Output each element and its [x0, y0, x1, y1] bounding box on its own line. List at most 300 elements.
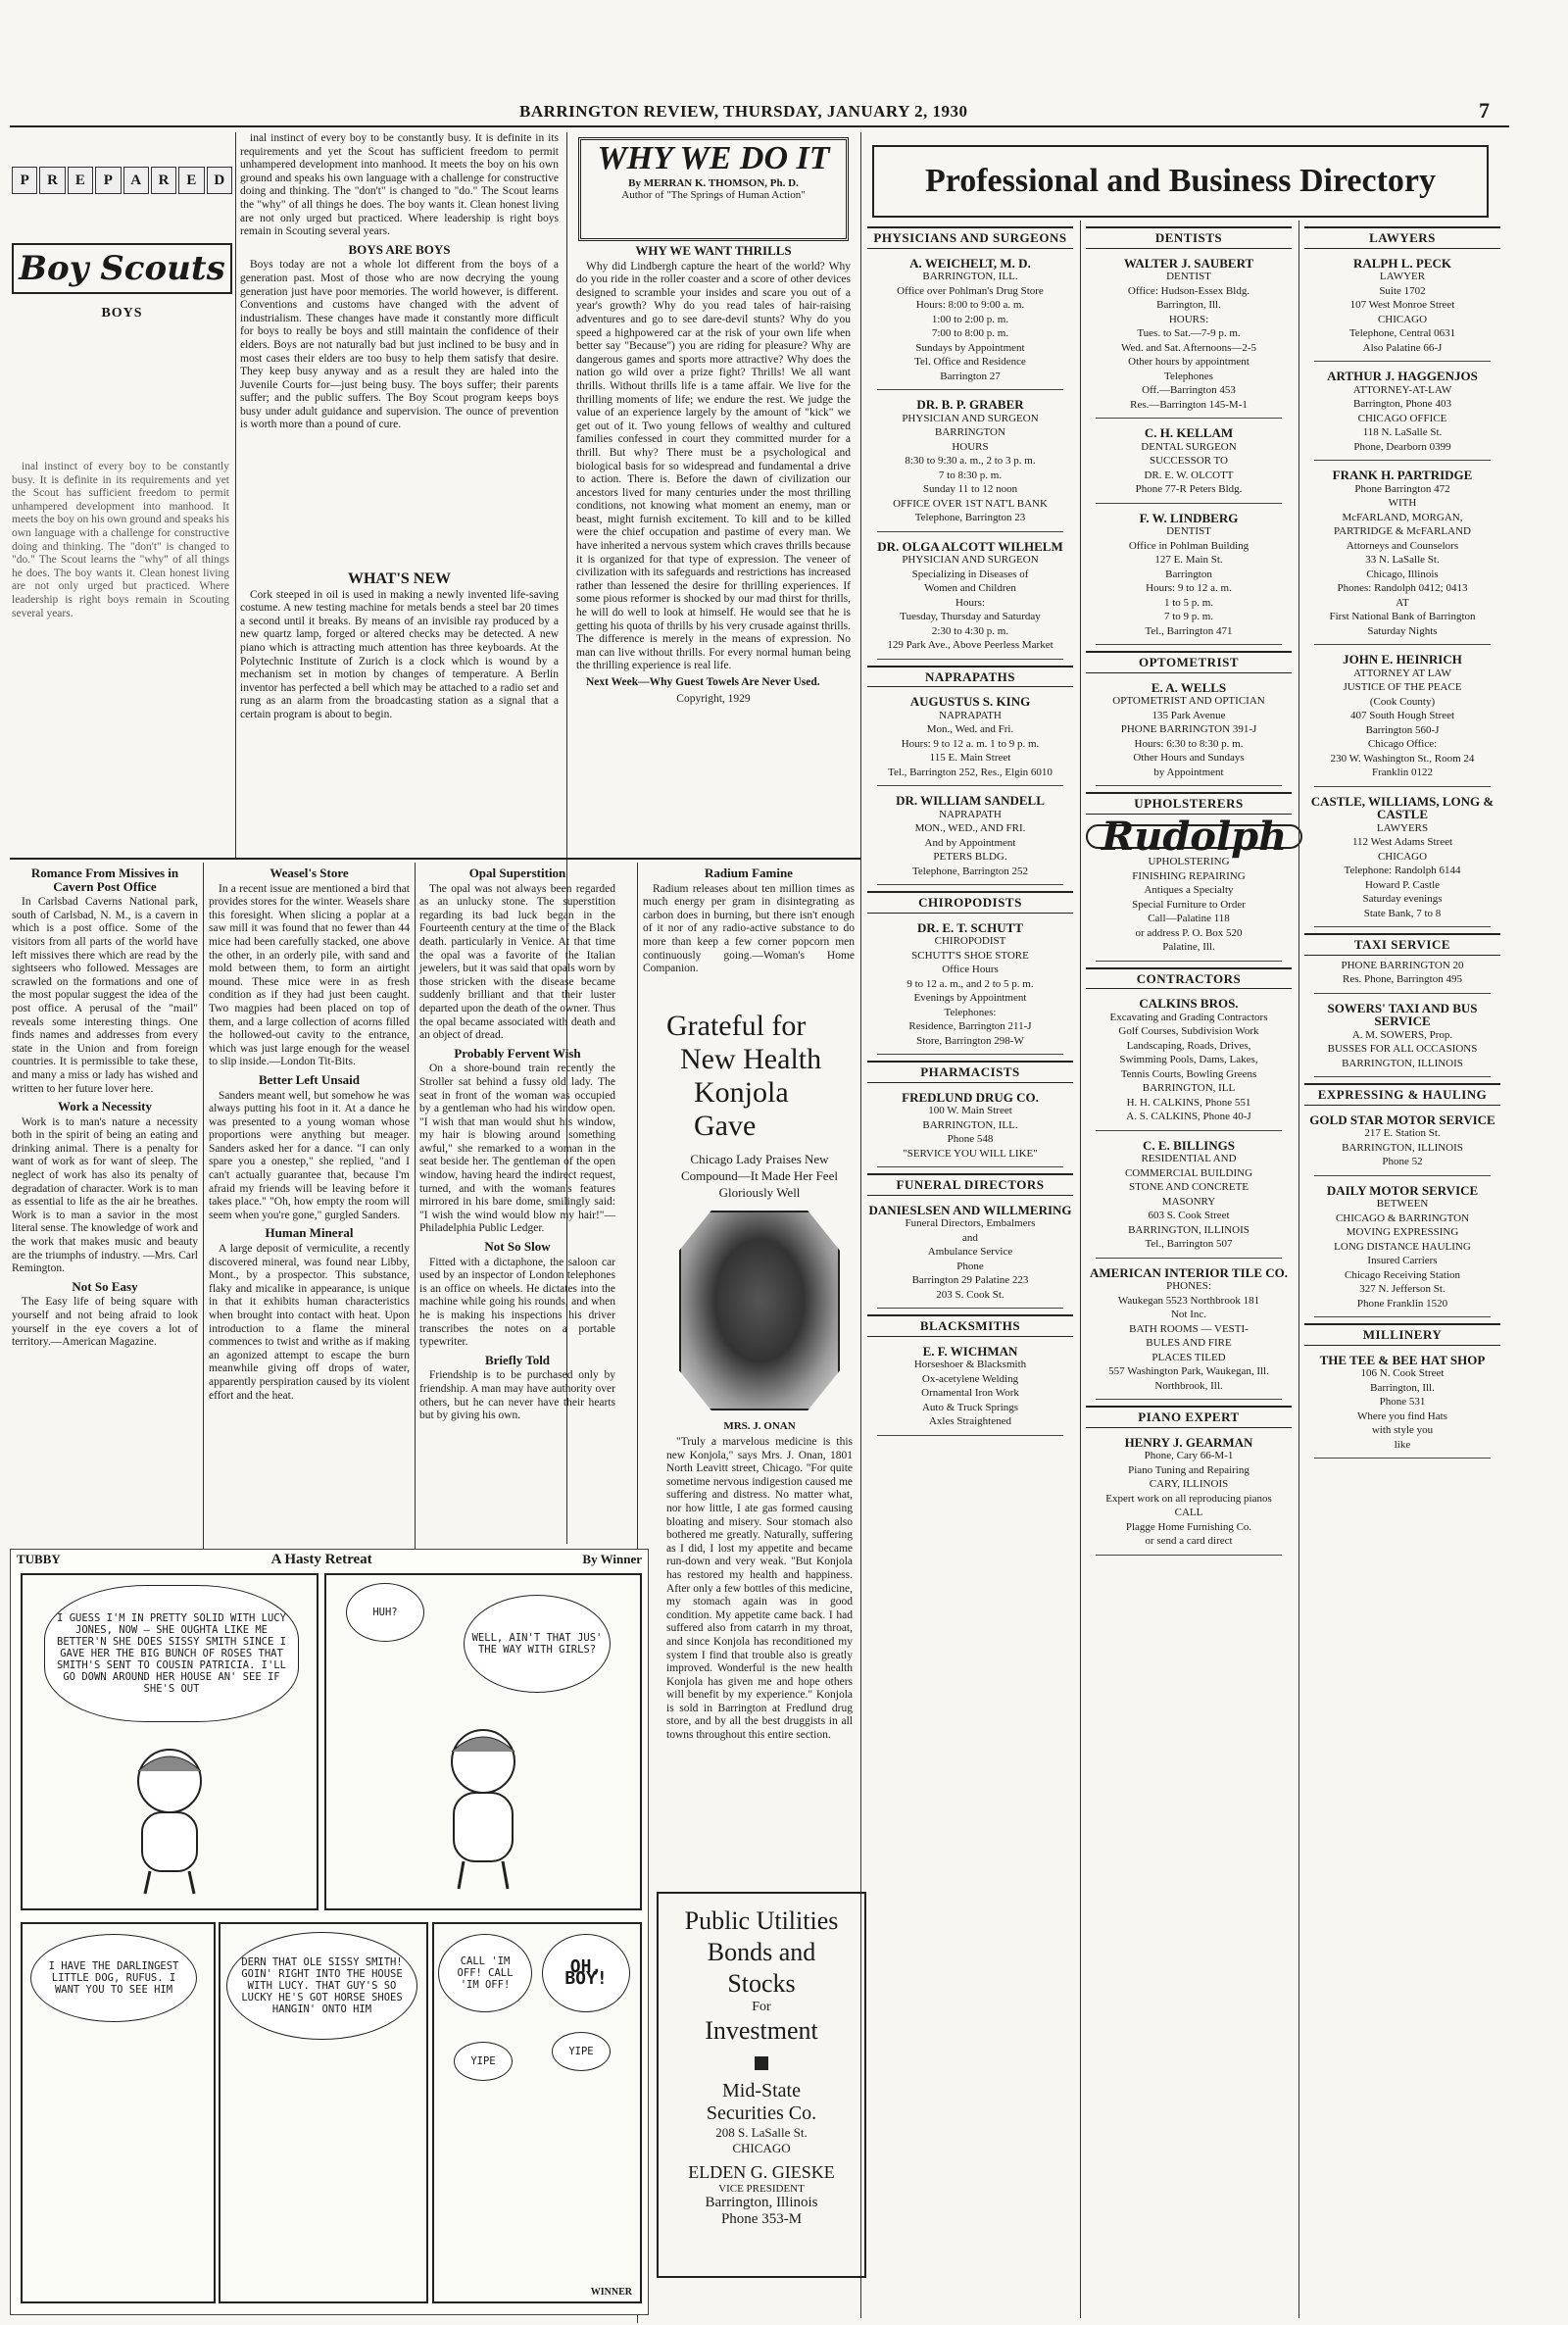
scout-column [240, 132, 559, 431]
listing-separator [877, 389, 1063, 390]
listing-line: LAWYER [1379, 271, 1426, 282]
radium-text: Radium releases about ten million times as much energy per gram in disintegrating as carbon does in burning, but there isn't enough of it nor of any radio-active substance to do more than keep a few corner popcorn men continuously going.—Woman's Home Companion. [643, 882, 855, 975]
util-l2: Bonds and [707, 1938, 816, 1966]
listing-line: COMMERCIAL BUILDING [1124, 1166, 1253, 1179]
listing-line: Call—Palatine 118 [1148, 913, 1230, 924]
directory-listing [1304, 257, 1500, 363]
listing-line: 1:00 to 2:00 p. m. [931, 313, 1009, 325]
directory-col-2 [1086, 221, 1292, 2318]
listing-line: Telephone, Barrington 252 [911, 865, 1029, 877]
whats-new-heading: WHAT'S NEW [347, 570, 452, 587]
why-text: Why did Lindbergh capture the heart of the world? Why do you ride in the roller coaster and a score of other devices designed to scramble your insides and scare you out of a year's growth? Why do you read tales of hair-raising adventures and go to see dare-devil stunts? Why do you speed a highpowered car at the risk of your own life when better say "Because") you are riding for pleasure? Why are dangerous games and sports more attractive? Why does the nation go wild over a prize fight? Thrills! We all want thrills. Without thrills life is a tame affair. We live for the thrilling moments of life; we endure the rest. We judge the value of an experience largely by the amount of "kick" we get out of it. Two young fellows of wealthy and cultured families confessed in court they committed murder for a thrill. But why? There must be a psychological and biological basis for so widespread and fundamental a drive to action. There is. Before the dawn of civilization our ancestors lived for many centuries under the most thrilling conditions, not knowing what moment an enemy, man or beast, might furnish excitement. To kill and to be killed were the chief occupation and pastime of every man. We have inherited a nervous system which craves thrills because it is organized for that type of expression. The veneer of civilization with its safeguards and restrictions has increased rather than lessened the desire for thrilling experiences. If some pious reformer is shocked by our mad thirst for thrills, he will do well to look at himself. He would see that he is getting his quota of thrills by his very crusade against thrills. The difference is merely in the means of expression. No man can live without thrills. For every normal human being the thrilling experience is real life. [576, 260, 851, 672]
listing-line: Evenings by Appointment [913, 992, 1027, 1004]
listing-line: Tuesday, Thursday and Saturday [900, 611, 1041, 622]
util-phone: Phone 353-M [720, 2211, 803, 2227]
listing-line: 1 to 5 p. m. [1163, 596, 1214, 609]
directory-listing [867, 921, 1073, 1056]
listing-line: Funeral Directors, Embalmers [905, 1217, 1036, 1229]
portrait-photo [679, 1211, 840, 1410]
listing-separator [1314, 1316, 1491, 1317]
rudolph-logo: Rudolph [1086, 824, 1302, 850]
not-so-easy-text: The Easy life of being square with yourself and not being afraid to look yourself in the eye covers a lot of territory.—American Magazine. [12, 1296, 198, 1349]
not-so-easy-heading: Not So Easy [72, 1278, 138, 1294]
whats-new-text: Cork steeped in oil is used in making a newly invented life-saving costume. A new testing machine for metals bends a steel bar 20 times a second until it breaks. By means of an invisible ray produced by a new quartz lamp, forged or altered checks may be detected. A new piano which is attracting much attention has three keyboards. At the Polytechnic Institute of Zurich is a clock which is wound by a mechanism set in motion by changes of temperature. A Berlin inventor has perfected a bell which may be attached to a radio set and rung as an alarm from the broadcasting station as a signal that a certain program is about to begin. [240, 588, 559, 720]
listing-line: Phone, Dearborn 0399 [1353, 440, 1451, 453]
listing-line: AT [1396, 596, 1409, 609]
listing-line: Phone [956, 1260, 984, 1272]
listing-line: 100 W. Main Street [928, 1105, 1012, 1116]
listing-line: Auto & Truck Springs [921, 1401, 1019, 1413]
listing-line: Tel., Barrington 507 [1145, 1238, 1233, 1250]
boys-heading: BOYS [101, 306, 143, 321]
listing-line: Mon., Wed. and Fri. [926, 723, 1014, 735]
prepared-letter: P [12, 167, 37, 194]
listing-line: Franklin 0122 [1371, 767, 1434, 778]
listing-line: PARTRIDGE & McFARLAND [1334, 525, 1471, 537]
why-subhead: WHY WE WANT THRILLS [635, 243, 792, 258]
listing-line: Tel. Office and Residence [914, 356, 1026, 368]
why-author-of: Author of "The Springs of Human Action" [621, 189, 806, 201]
listing-separator [1314, 993, 1491, 994]
listing-line: JUSTICE OF THE PEACE [1343, 681, 1462, 693]
why-next: Next Week—Why Guest Towels Are Never Used. [586, 676, 820, 688]
listing-line: Office in Pohlman Building [1128, 539, 1250, 552]
listing-line: 203 S. Cook St. [936, 1288, 1004, 1301]
comic-panel-3 [21, 1922, 216, 2303]
listing-line: Other hours by appointment [1128, 356, 1250, 368]
directory-listing [867, 794, 1073, 885]
listing-line: BARRINGTON, ILLINOIS [1342, 1141, 1463, 1154]
mid-rule [10, 858, 860, 860]
weasel-text: In a recent issue are mentioned a bird that provides stores for the winter. Weasels share this foresight. When slicing a poplar at a saw mill it was found that no fewer than 44 mice had been carefully stacked, one above the other, in an orderly pile, with sand and mold between them, to form an airtight mound. These mice were in as fresh condition as if they had just been caught. Two magpies had been placed on top of them, and a large collection of acorns filled the hollowed-out cavity to the entrance, which was just large enough for the weasel to slip inside.—London Tit-Bits. [209, 882, 410, 1068]
listing-name: FREDLUND DRUG CO. [902, 1089, 1039, 1105]
directory-listing [1304, 1184, 1500, 1318]
boy-scouts-header [12, 137, 232, 451]
directory-listing [1086, 681, 1292, 787]
listing-separator [877, 531, 1063, 532]
util-firm-1: Mid-State [722, 2080, 801, 2102]
masthead: BARRINGTON REVIEW, THURSDAY, JANUARY 2, 1930 [519, 102, 968, 121]
prepared-letter: E [68, 167, 93, 194]
listing-line: Expert work on all reproducing pianos [1105, 1492, 1272, 1505]
listing-line: 7:00 to 8:00 p. m. [931, 327, 1009, 339]
listing-line: Palatine, Ill. [1162, 941, 1215, 953]
boy-scouts-title: Boy Scouts [19, 249, 225, 288]
boys-are-boys-text: Boys today are not a whole lot different from the boys of a generation past. Most of those who are now decrying the young generation just have poor memories. The world however, is different. Conventions and customs have changed with the advent of industrialism. These changes have made it constantly more difficult for boys to really be boys and still maintain the confidence of their elders. Boys are not naturally bad but just inclined to be busy and in most cases their elders are too busy to help them satisfy that desire. They keep busy anyway and as a result they are haled into the Juvenile Courts for—just being busy. The boys suffer; their parents suffer; and the public suffers. The Boy Scout program keeps boys busy under adult guidance and supervision. The ounce of prevention is worth more than a pound of cure. [240, 259, 559, 431]
listing-name: AMERICAN INTERIOR TILE CO. [1089, 1264, 1288, 1280]
directory-category: MILLINERY [1304, 1323, 1500, 1346]
listing-name: WALTER J. SAUBERT [1123, 255, 1254, 271]
prepared-letter: A [123, 167, 149, 194]
listing-line: Where you find Hats [1357, 1410, 1447, 1422]
speech-bubble-1: I GUESS I'M IN PRETTY SOLID WITH LUCY JONES, NOW — SHE OUGHTA LIKE ME BETTER'N SHE DOES SISSY SMITH SINCE I GAVE HER THE BIG BUNCH OF ROSES THAT SMITH'S SENT TO COUSIN PATRICIA. I'LL GO DOWN AROUND HER HOUSE AN' SEE IF SHE'S OUT [44, 1585, 299, 1722]
directory-listing [867, 540, 1073, 660]
listing-line: Phone, Cary 66-M-1 [1144, 1450, 1234, 1461]
directory-listing [1086, 1436, 1292, 1556]
listing-line: Phone 531 [1379, 1396, 1426, 1408]
why-we-do-it-box [578, 137, 849, 241]
listing-name: DR. OLGA ALCOTT WILHELM [877, 538, 1063, 554]
listing-line: HOURS [952, 440, 989, 453]
listing-line: Golf Courses, Subdivision Work [1118, 1025, 1259, 1037]
prepared-letter: D [207, 167, 232, 194]
why-column [576, 240, 851, 853]
listing-line: Sundays by Appointment [915, 341, 1025, 354]
directory-listing [1086, 997, 1292, 1131]
listing-line: Telephone, Central 0631 [1348, 327, 1456, 339]
directory-listing [1304, 370, 1500, 461]
listing-line: H. H. CALKINS, Phone 551 [1126, 1096, 1251, 1109]
human-mineral-text: A large deposit of vermiculite, a recently discovered mineral, was found near Libby, Mont., by a prospector. This substance, flaky and micalike in appearance, is unique in that it exhibits human characteristics when brought into contact with heat. Upon introduction to a flame the mineral commences to twist and writhe as if making an agonized attempt to escape the burn meanwhile giving off drops of water, apparently perspiration caused by its violent effort and the heat. [209, 1243, 410, 1402]
directory-category: TAXI SERVICE [1304, 933, 1500, 956]
listing-line: Saturday Nights [1367, 624, 1438, 637]
listing-separator [1096, 1258, 1282, 1259]
listing-line: Barrington, Ill. [1370, 1381, 1435, 1394]
prepared-letter: E [178, 167, 204, 194]
listing-separator [1096, 1399, 1282, 1400]
listing-line: HOURS: [1168, 313, 1209, 325]
boy-scouts-title-box [12, 243, 232, 294]
col-rule-1 [235, 132, 236, 858]
speech-bubble-5c: YIPE [552, 2032, 611, 2071]
directory-listing [1304, 795, 1500, 928]
listing-name: GOLD STAR MOTOR SERVICE [1309, 1112, 1495, 1127]
directory-listing [867, 1204, 1073, 1310]
listing-line: Phone 548 [947, 1133, 994, 1145]
listing-line: Sunday 11 to 12 noon [922, 483, 1018, 495]
directory-category: EXPRESSING & HAULING [1304, 1083, 1500, 1106]
listing-line: 118 N. LaSalle St. [1362, 426, 1443, 438]
listing-line: PHYSICIAN AND SURGEON [902, 412, 1039, 424]
listing-line: Barrington [1165, 568, 1212, 580]
listing-line: CALL [1174, 1507, 1203, 1518]
speech-bubble-5a: CALL 'IM OFF! CALL 'IM OFF! [438, 1934, 532, 2012]
listing-name: C. H. KELLAM [1144, 425, 1234, 440]
listing-line: by Appointment [1153, 766, 1224, 778]
listing-name: DAILY MOTOR SERVICE [1326, 1182, 1479, 1198]
listing-line: (Cook County) [1369, 695, 1436, 708]
listing-line: BARRINGTON [935, 426, 1005, 438]
listing-line: Residence, Barrington 211-J [908, 1020, 1032, 1032]
listing-line: Tel., Barrington 252, Res., Elgin 6010 [888, 766, 1053, 778]
listing-line: BARRINGTON, ILL. [922, 271, 1018, 282]
listing-line: Chicago Office: [1367, 738, 1438, 750]
util-role: VICE PRESIDENT [718, 2183, 805, 2195]
listing-line: 557 Washington Park, Waukegan, Ill. [1108, 1365, 1269, 1377]
konjola-body [666, 1436, 853, 1742]
listing-line: PHONES: [1166, 1280, 1211, 1292]
listing-line: CHICAGO [1377, 850, 1428, 863]
listing-line: PHONE BARRINGTON 391-J [1120, 723, 1257, 735]
listing-line: SCHUTT'S SHOE STORE [911, 949, 1029, 962]
listing-line: Attorneys and Counselors [1346, 539, 1459, 552]
listing-line: Insured Carriers [1367, 1255, 1438, 1266]
comic-header [11, 1550, 648, 1570]
dir-rule-2 [1298, 221, 1299, 2318]
listing-line: Women and Children [924, 582, 1016, 594]
listing-line: UPHOLSTERING [1148, 856, 1230, 867]
comic-signature: WINNER [590, 2287, 632, 2298]
listing-separator [1096, 785, 1282, 786]
listing-line: Store, Barrington 298-W [916, 1034, 1024, 1047]
listing-line: 327 N. Jefferson St. [1359, 1283, 1446, 1295]
listing-line: DR. E. W. OLCOTT [1144, 469, 1234, 481]
util-l1: Public Utilities [684, 1906, 839, 1935]
comic-strip [10, 1549, 649, 2315]
speech-bubble-2b: WELL, AIN'T THAT JUS' THE WAY WITH GIRLS? [464, 1595, 611, 1693]
listing-line: Specializing in Diseases of [911, 568, 1029, 580]
listing-name: ARTHUR J. HAGGENJOS [1327, 369, 1478, 383]
konjola-ad [666, 1010, 853, 1742]
listing-line: Northbrook, Ill. [1154, 1379, 1223, 1392]
listing-line: Barrington, Phone 403 [1353, 398, 1451, 410]
listing-line: Saturday evenings [1362, 893, 1443, 905]
listing-separator [1096, 644, 1282, 645]
listing-line: Other Hours and Sundays [1133, 752, 1245, 764]
listing-line: Phone 77-R Peters Bldg. [1135, 483, 1243, 495]
listing-line: BULES AND FIRE [1146, 1337, 1232, 1349]
listing-line: 106 N. Cook Street [1360, 1367, 1445, 1379]
speech-bubble-6a: OH, BOY! [542, 1934, 630, 2012]
directory-category: DENTISTS [1086, 226, 1292, 249]
listing-line: "SERVICE YOU WILL LIKE" [903, 1147, 1038, 1160]
opal-column [419, 863, 615, 1549]
listing-line: Res.—Barrington 145-M-1 [1130, 398, 1248, 411]
listing-name: F. W. LINDBERG [1139, 510, 1239, 525]
listing-line: 603 S. Cook Street [1148, 1210, 1230, 1221]
boys-are-boys-heading: BOYS ARE BOYS [348, 241, 451, 257]
listing-line: State Bank, 7 to 8 [1363, 907, 1442, 919]
listing-line: 129 Park Ave., Above Peerless Market [887, 639, 1054, 651]
konjola-sub: Chicago Lady Praises New Compound—It Made Her Feel Gloriously Well [681, 1152, 838, 1200]
dir-rule-1 [1080, 221, 1081, 2318]
listing-line: Phones: Randolph 0412; 0413 [1337, 582, 1468, 594]
listing-line: Phone 52 [1382, 1156, 1423, 1167]
listing-line: 127 E. Main St. [1154, 554, 1223, 566]
listing-line: BARRINGTON, ILLINOIS [1342, 1057, 1463, 1069]
listing-line: Also Palatine 66-J [1362, 341, 1443, 354]
prepared-letter: R [39, 167, 65, 194]
listing-line: Hours: 9 to 12 a. m. 1 to 9 p. m. [901, 737, 1040, 750]
listing-name: SOWERS' TAXI AND BUS SERVICE [1327, 1000, 1478, 1028]
util-firm-2: Securities Co. [706, 2102, 817, 2124]
left-lower-column [12, 863, 198, 1549]
listing-line: 33 N. LaSalle St. [1365, 554, 1440, 566]
listing-line: or address P. O. Box 520 [1135, 926, 1243, 939]
listing-line: LAWYERS [1376, 821, 1429, 834]
better-left-heading: Better Left Unsaid [258, 1071, 361, 1087]
listing-separator [877, 1166, 1063, 1167]
listing-line: Suite 1702 [1379, 284, 1426, 297]
directory-category: UPHOLSTERERS [1086, 792, 1292, 815]
listing-line: like [1394, 1438, 1411, 1451]
listing-line: Telephone, Barrington 23 [914, 512, 1026, 523]
listing-line: Barrington, Ill. [1156, 299, 1221, 311]
weasel-heading: Weasel's Store [270, 866, 349, 880]
listing-line: BATH ROOMS — VESTI- [1129, 1322, 1249, 1335]
listing-line: DENTIST [1166, 271, 1211, 282]
listing-line: and [962, 1231, 978, 1244]
listing-line: DENTIST [1166, 525, 1211, 537]
util-town: Barrington, Illinois [705, 2195, 818, 2210]
why-title: WHY WE DO IT [597, 140, 830, 176]
directory-listing [1086, 257, 1292, 420]
util-square-ornament [755, 2056, 768, 2070]
listing-line: Tues. to Sat.—7-9 p. m. [1137, 327, 1241, 339]
directory-category: NAPRAPATHS [867, 666, 1073, 688]
konjola-head-2: New Health [680, 1043, 822, 1075]
directory-listing [867, 1345, 1073, 1436]
directory-listing [1304, 653, 1500, 787]
listing-line: Axles Straightened [928, 1415, 1011, 1427]
listing-line: Howard P. Castle [1364, 878, 1441, 891]
col-rule-4 [203, 863, 204, 1549]
listing-separator [1096, 1555, 1282, 1556]
listing-name: C. E. BILLINGS [1143, 1137, 1235, 1153]
why-copyright: Copyright, 1929 [676, 692, 751, 705]
why-byline: By MERRAN K. THOMSON, Ph. D. [628, 177, 799, 189]
listing-name: FRANK H. PARTRIDGE [1332, 468, 1473, 482]
listing-line: STONE AND CONCRETE [1128, 1181, 1250, 1193]
listing-line: BUSSES FOR ALL OCCASIONS [1327, 1043, 1478, 1055]
listing-line: 230 W. Washington St., Room 24 [1330, 752, 1475, 765]
listing-line: PETERS BLDG. [933, 851, 1007, 863]
listing-line: Wed. and Sat. Afternoons—2-5 [1120, 341, 1257, 354]
listing-line: Off.—Barrington 453 [1142, 384, 1236, 396]
listing-line: 407 South Hough Street [1349, 710, 1455, 721]
directory-listing [867, 1091, 1073, 1168]
listing-line: Phone Barrington 472 [1354, 482, 1450, 495]
listing-line: ATTORNEY-AT-LAW [1352, 383, 1452, 396]
human-mineral-heading: Human Mineral [265, 1225, 354, 1241]
listing-name: CASTLE, WILLIAMS, LONG & CASTLE [1310, 793, 1494, 821]
listing-line: Ambulance Service [927, 1246, 1013, 1258]
listing-line: BARRINGTON, ILLINOIS [1128, 1223, 1250, 1236]
listing-line: OFFICE OVER 1ST NAT'L BANK [893, 497, 1048, 510]
directory-listing [1086, 1266, 1292, 1401]
comic-byline: By Winner [582, 1552, 642, 1566]
romance-text: In Carlsbad Caverns National park, south of Carlsbad, N. M., is a cavern in which is a post office. Some of the visitors from all parts of the world have left missives there which are read by the sightseers who followed. Messages are scrawled on the formations and one of the most popular suggest the idea of the post office. A perusal of the "mail" reveals some interesting things. One finds names and addresses from every state in the Union and from foreign countries. It is permissible to take these, and many a miss or lady has wished and written to her future lover here. [12, 896, 198, 1095]
listing-line: Barrington 27 [940, 370, 1001, 382]
listing-line: 8:30 to 9:30 a. m., 2 to 3 p. m. [905, 455, 1036, 467]
listing-line: Swimming Pools, Dams, Lakes, [1119, 1054, 1258, 1065]
directory-listing [1304, 1354, 1500, 1459]
listing-line: SUCCESSOR TO [1150, 455, 1228, 467]
listing-line: OPTOMETRIST AND OPTICIAN [1112, 695, 1265, 707]
listing-separator [1096, 961, 1282, 962]
listing-line: Res. Phone, Barrington 495 [1343, 973, 1462, 985]
listing-line: LONG DISTANCE HAULING [1334, 1240, 1471, 1253]
top-rule [10, 125, 1509, 127]
listing-line: WITH [1388, 497, 1417, 509]
listing-line: DENTAL SURGEON [1141, 440, 1237, 453]
tubby-figure-1 [91, 1742, 258, 1899]
briefly-told-text: Friendship is to be purchased only by friendship. A man may have authority over others, but he can never have their hearts but by giving his own. [419, 1369, 615, 1422]
listing-line: Horseshoer & Blacksmith [913, 1359, 1027, 1370]
boys-faded-text: inal instinct of every boy to be constantly busy. It is definite in its requirements and yet the Scout has sufficient freedom to permit unhampered development into manhood. It meets the boy on his own ground and speaks his own language with a challenge for constructive doing and thinking. The "don't" is changed to "do." The Scout learns the "why" of all things he does. The boy wants it. Clean honest living are not only urged but practiced. Where leadership is right boys remain in Scouting several years. [12, 461, 229, 619]
listing-separator [877, 1435, 1063, 1436]
prepared-banner [12, 167, 232, 194]
listing-line: Barrington 560-J [1365, 723, 1440, 736]
listing-line: 7 to 8:30 p. m. [938, 469, 1003, 481]
better-left-text: Sanders meant well, but somehow he was always putting his foot in it. At a dance he was presented to a young woman whose proportions were anything but meager. Sanders asked her for a dance. "I can only spare you a onestep," she replied, "and I can't actually guarantee that, because I'm afraid my friends will be leaving before it takes place." "Oh, how empty the room will seem when you're gone," gurgled Sanders. [209, 1089, 410, 1221]
listing-line: A. M. SOWERS, Prop. [1351, 1028, 1453, 1041]
listing-line: CHICAGO & BARRINGTON [1335, 1212, 1470, 1224]
listing-line: MOVING EXPRESSING [1346, 1226, 1459, 1238]
listing-line: First National Bank of Barrington [1329, 611, 1476, 622]
directory-listing [1086, 426, 1292, 504]
directory-category: BLACKSMITHS [867, 1314, 1073, 1337]
listing-line: Not Inc. [1170, 1309, 1207, 1320]
listing-separator [1096, 418, 1282, 419]
konjola-head-3: Konjola Gave [694, 1076, 789, 1142]
listing-name: CALKINS BROS. [1139, 996, 1239, 1011]
listing-line: with style you [1371, 1424, 1434, 1436]
comic-panel-4 [219, 1922, 428, 2303]
listing-name: JOHN E. HEINRICH [1343, 652, 1462, 667]
directory-category: OPTOMETRIST [1086, 651, 1292, 673]
listing-line: BARRINGTON, ILL. [922, 1118, 1018, 1131]
listing-name: THE TEE & BEE HAT SHOP [1319, 1352, 1486, 1367]
util-addr: 208 S. LaSalle St. [715, 2125, 808, 2140]
directory-category: CONTRACTORS [1086, 967, 1292, 990]
listing-separator [1314, 1076, 1491, 1077]
opal-heading: Opal Superstition [468, 866, 566, 880]
listing-separator [1314, 361, 1491, 362]
listing-line: BARRINGTON, ILL [1142, 1082, 1236, 1094]
listing-line: Antiques a Specialty [1144, 884, 1234, 896]
listing-line: Office Hours [942, 964, 999, 975]
listing-line: Special Furniture to Order [1132, 898, 1246, 911]
listing-separator [1314, 1458, 1491, 1459]
listing-line: BETWEEN [1376, 1198, 1429, 1210]
listing-line: Landscaping, Roads, Drives, [1126, 1039, 1251, 1052]
listing-line: NAPRAPATH [939, 709, 1002, 721]
listing-separator [1314, 1175, 1491, 1176]
util-l4: For [752, 2000, 771, 2014]
directory-category: PHARMACISTS [867, 1061, 1073, 1083]
listing-name: E. F. WICHMAN [922, 1343, 1018, 1359]
directory-listing [1304, 1002, 1500, 1078]
listing-line: Telephones: [944, 1006, 997, 1018]
listing-line: Plagge Home Furnishing Co. [1125, 1520, 1252, 1533]
listing-separator [1314, 644, 1491, 645]
directory-category: PIANO EXPERT [1086, 1406, 1292, 1428]
directory-listing [1304, 960, 1500, 994]
directory-listing [1086, 1139, 1292, 1259]
listing-name: DANIESLSEN AND WILLMERING [868, 1202, 1072, 1217]
fervent-text: On a shore-bound train recently the Stroller sat behind a fussy old lady. The seat in front of the woman was occupied by a gentleman who had his window open. "I wish that man would shut his window, my hair is blowing around something awful," she remarked to a woman in the seat beside her. The gentleman of the open window, having heard the indirect request, turned, and with the woman's features mirrored in his bare dome, smilingly said: "I wish the wind would blow my hair!"—Philadelphia Public Ledger. [419, 1063, 615, 1235]
radium-heading: Radium Famine [705, 866, 793, 880]
listing-line: Piano Tuning and Repairing [1128, 1463, 1250, 1476]
comic-strip-name: TUBBY [17, 1552, 61, 1566]
listing-name: A. WEICHELT, M. D. [909, 255, 1031, 271]
directory-listing [867, 257, 1073, 391]
listing-separator [1314, 460, 1491, 461]
util-l5: Investment [705, 2016, 818, 2045]
radium-column [643, 863, 855, 1000]
listing-name: HENRY J. GEARMAN [1124, 1434, 1253, 1450]
listing-separator [877, 659, 1063, 660]
briefly-told-heading: Briefly Told [484, 1352, 551, 1367]
listing-line: MON., WED., AND FRI. [914, 822, 1026, 834]
listing-line: CARY, ILLINOIS [1149, 1478, 1229, 1490]
listing-line: CHIROPODIST [934, 935, 1006, 947]
listing-separator [877, 884, 1063, 885]
util-l3: Stocks [727, 1969, 796, 1998]
listing-line: Tel., Barrington 471 [1145, 624, 1233, 637]
work-text: Work is to man's nature a necessity both in the spirit of being an eating and drinking animal. There is a penalty for want of work as for want of sleep. The neglect of work has also its penalty of degradation of character. Work is to man as essential to life as the air he breathes. Work is to man a savior in the most literal sense. The knowledge of work and the work that makes music and beauty are the triumphs of industry. —Mrs. Carl Remington. [12, 1115, 198, 1275]
